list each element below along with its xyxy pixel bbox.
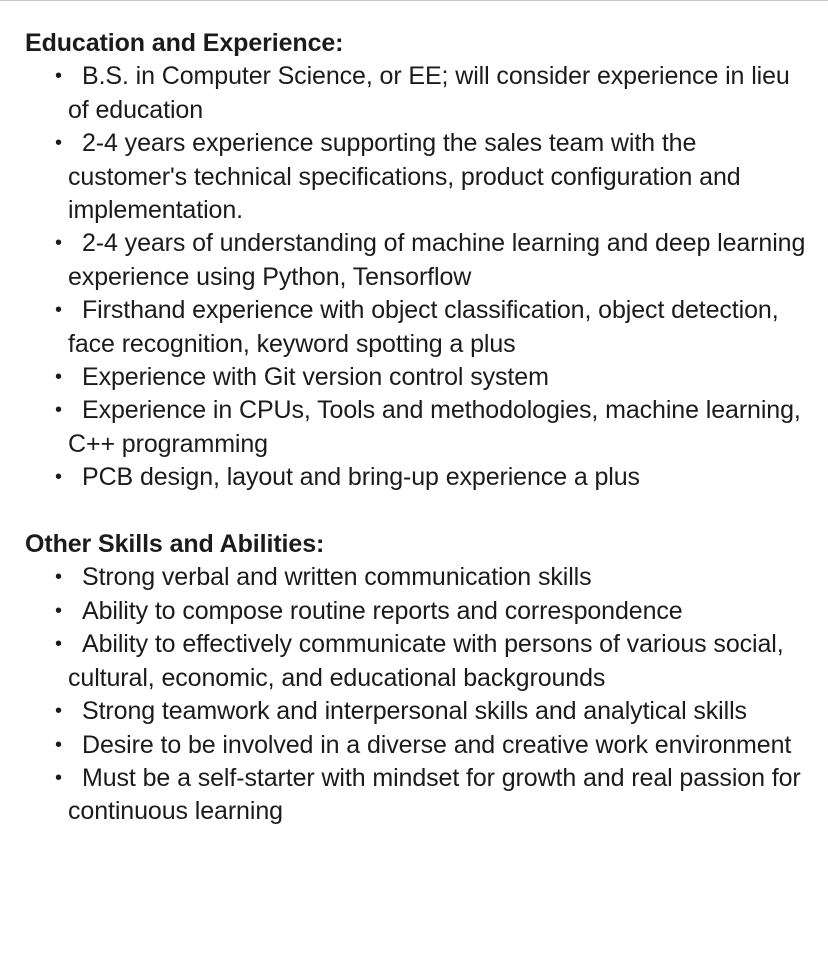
list-item: • Experience in CPUs, Tools and methodologies, machine learning, C++ programming <box>55 396 801 458</box>
bullet-icon: • <box>55 132 62 155</box>
list-item: • Experience with Git version control system <box>25 361 815 394</box>
bullet-icon: • <box>55 700 62 723</box>
bullet-icon: • <box>55 366 62 389</box>
bullet-icon: • <box>55 633 62 656</box>
other-skills-section <box>25 528 815 829</box>
top-divider <box>0 0 828 1</box>
list-item: • Strong teamwork and interpersonal skills and analytical skills <box>25 695 815 728</box>
education-experience-section <box>25 27 815 495</box>
section-spacer <box>25 495 815 528</box>
list-item: • 2-4 years experience supporting the sales team with the customer's technical specifications, product configuration and implementation. <box>55 129 741 225</box>
education-experience-list <box>25 60 815 494</box>
other-skills-list <box>25 561 815 828</box>
list-item: • Strong verbal and written communication skills <box>25 561 815 594</box>
list-item: • PCB design, layout and bring-up experience a plus <box>25 461 815 494</box>
bullet-icon: • <box>55 766 62 789</box>
list-item: • Must be a self-starter with mindset for growth and real passion for continuous learning <box>55 763 801 826</box>
bullet-icon: • <box>55 232 62 255</box>
bullet-icon: • <box>55 599 62 622</box>
bullet-icon: • <box>55 466 62 489</box>
bullet-icon: • <box>55 65 62 88</box>
list-item: • Desire to be involved in a diverse and creative work environment <box>25 729 815 762</box>
bullet-icon: • <box>55 566 62 589</box>
bullet-icon: • <box>55 399 62 422</box>
list-item: • Firsthand experience with object classification, object detection, face recognition, keyword spotting a plus <box>55 296 779 358</box>
list-item: • B.S. in Computer Science, or EE; will consider experience in lieu of education <box>55 62 790 124</box>
bullet-icon: • <box>55 299 62 322</box>
section-heading: Education and Experience: <box>25 29 344 57</box>
section-heading: Other Skills and Abilities: <box>25 530 325 559</box>
list-item: • Ability to compose routine reports and correspondence <box>25 595 815 628</box>
list-item: • 2-4 years of understanding of machine learning and deep learning experience using Python, Tensorflow <box>55 229 806 291</box>
job-requirements <box>25 27 815 829</box>
list-item: • Ability to effectively communicate with persons of various social, cultural, economic, and educational backgrounds <box>55 630 784 692</box>
bullet-icon: • <box>55 733 62 756</box>
